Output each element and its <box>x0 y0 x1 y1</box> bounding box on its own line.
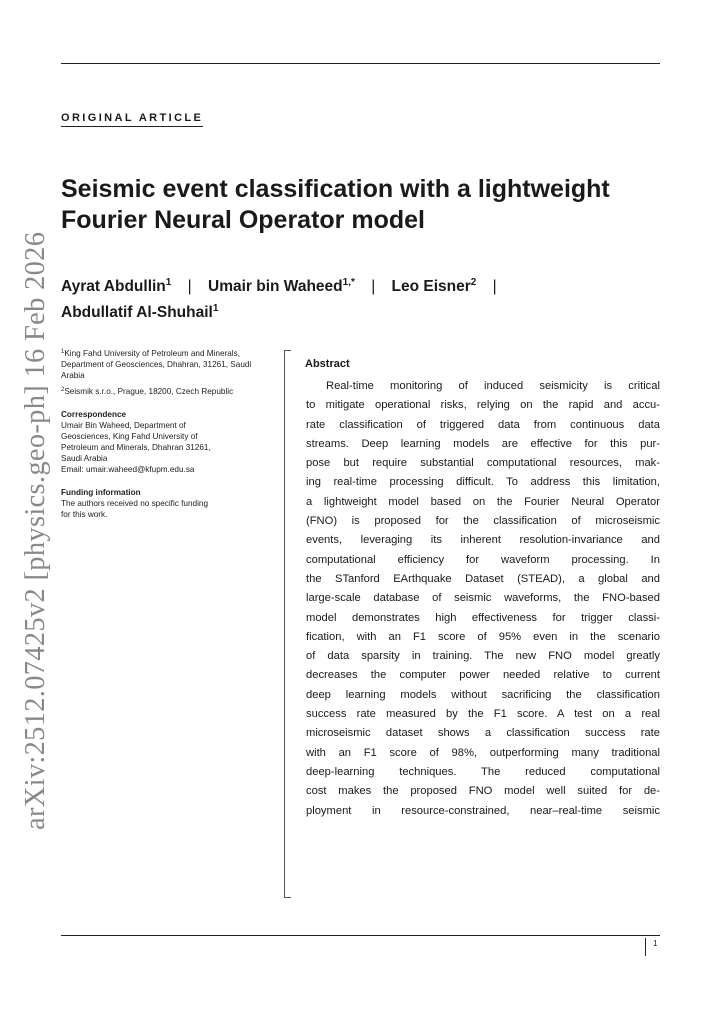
affiliation <box>61 348 261 381</box>
correspondence-line: Umair Bin Waheed, Department of <box>61 421 186 430</box>
affiliation-mark: 2 <box>61 387 65 393</box>
author-name: Ayrat Abdullin <box>61 278 166 295</box>
abstract-line: a lightweight model based on the Fourier Neural Operator <box>306 495 660 508</box>
correspondence-block <box>61 420 261 475</box>
affiliation-text: Seismik s.r.o., Prague, 18200, Czech Republic <box>64 387 234 396</box>
abstract-line: streams. Deep learning models are effective for this pur- <box>306 437 660 450</box>
author-separator: | <box>492 278 497 295</box>
abstract-line: deep-learning techniques. The reduced computational <box>306 765 660 778</box>
funding-block <box>61 498 261 520</box>
funding-heading: Funding information <box>61 488 141 497</box>
abstract-line: computational efficiency for waveform processing. In <box>306 553 660 566</box>
arxiv-stamp: arXiv:2512.07425v2 [physics.geo-ph] 16 Feb 2026 <box>20 231 51 830</box>
abstract-heading: Abstract <box>305 358 350 370</box>
author-affiliation-mark: 1 <box>212 303 219 314</box>
top-rule <box>61 63 660 64</box>
author-separator: | <box>187 278 192 295</box>
correspondence-line: Geosciences, King Fahd University of <box>61 432 198 441</box>
author-line <box>61 300 661 326</box>
bottom-rule <box>61 935 660 936</box>
correspondence-heading: Correspondence <box>61 410 127 419</box>
abstract-line: model demonstrates high effectiveness for trigger classi- <box>306 611 660 624</box>
correspondence-email: Email: umair.waheed@kfupm.edu.sa <box>61 465 195 474</box>
funding-line: for this work. <box>61 510 108 519</box>
abstract-line: decreases the computer power needed relative to current <box>306 669 660 682</box>
correspondence-line: Saudi Arabia <box>61 454 108 463</box>
title-line: Seismic event classification with a lightweight <box>61 175 610 203</box>
author-affiliation-mark: 1,* <box>342 277 355 288</box>
abstract-line: the STanford EArthquake Dataset (STEAD), a global and <box>306 572 660 585</box>
author-separator: | <box>371 278 376 295</box>
affiliation-mark: 1 <box>61 349 65 355</box>
abstract-line: pose but require substantial computational resources, mak- <box>306 457 660 470</box>
title-line: Fourier Neural Operator model <box>61 206 425 234</box>
affiliation <box>61 386 261 397</box>
author-affiliation-mark: 1 <box>165 277 172 288</box>
abstract-line: fication, with an F1 score of 95% even in the scenario <box>306 630 660 643</box>
abstract-line: ing real-time processing difficult. To address this limitation, <box>306 476 660 489</box>
abstract-line: microseismic dataset shows a classification success rate <box>306 727 660 740</box>
abstract-line: success rate measured by the F1 score. A test on a real <box>306 708 660 721</box>
front-matter-sidebar <box>61 348 261 520</box>
author-name: Umair bin Waheed <box>208 278 343 295</box>
author-name: Abdullatif Al-Shuhail <box>61 304 213 321</box>
paper-title <box>61 174 661 236</box>
author-list <box>61 274 661 326</box>
abstract-line: events, leveraging its inherent resolution-invariance and <box>306 534 660 547</box>
abstract-line: ployment in resource-constrained, near–real-time seismic <box>306 804 660 817</box>
affiliation-text: King Fahd University of Petroleum and Minerals, Department of Geosciences, Dhahran, 31261, Saudi Arabia <box>61 349 252 380</box>
abstract-line: deep learning models without sacrificing the classification <box>306 688 660 701</box>
abstract-line: Real-time monitoring of induced seismicity is critical <box>326 380 660 392</box>
author-name: Leo Eisner <box>391 278 471 295</box>
abstract-line: cost makes the proposed FNO model well suited for de- <box>306 785 660 798</box>
abstract-line: large-scale database of seismic waveforms, the FNO-based <box>306 592 660 605</box>
funding-line: The authors received no specific funding <box>61 499 209 508</box>
abstract-line: to mitigate operational risks, relying on the rapid and accu- <box>306 399 660 412</box>
abstract-line: with an F1 score of 98%, outperforming many traditional <box>306 746 660 759</box>
abstract-body <box>306 377 660 821</box>
author-affiliation-mark: 2 <box>470 277 477 288</box>
author-line <box>61 274 661 300</box>
page-number: 1 <box>645 938 657 956</box>
abstract-line: rate classification of triggered data from continuous data <box>306 418 660 431</box>
article-type-label: ORIGINAL ARTICLE <box>61 112 203 127</box>
abstract-line: of data sparsity in training. The new FNO model greatly <box>306 650 660 663</box>
correspondence-line: Petroleum and Minerals, Dhahran 31261, <box>61 443 211 452</box>
abstract-line: (FNO) is proposed for the classification of microseismic <box>306 515 660 528</box>
